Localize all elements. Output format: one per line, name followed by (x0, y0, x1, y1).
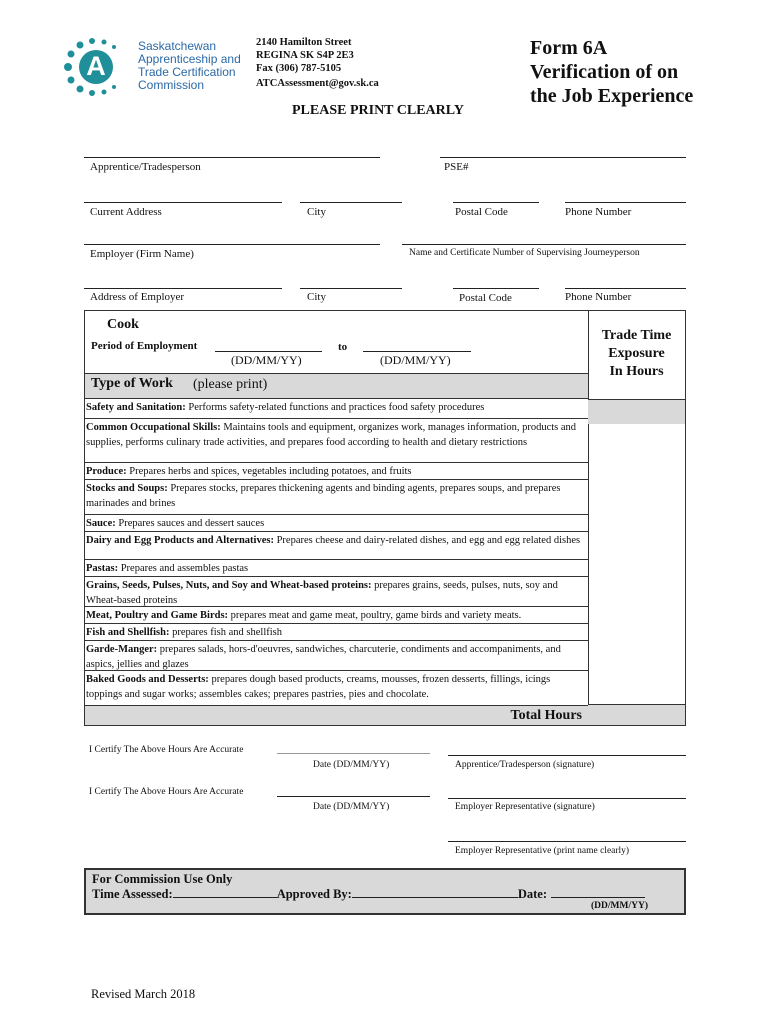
work-row-text: prepares grains, seeds, pulses, nuts, soy and Wheat-based proteins (86, 580, 558, 606)
work-row-title: Sauce: (86, 518, 116, 529)
contact-email[interactable]: ATCAssessment@gov.sk.ca (256, 78, 379, 89)
trade-time-line-3: In Hours (609, 364, 664, 379)
work-row-title: Pastas: (86, 563, 119, 574)
work-row-text: Prepares stocks, prepares thickening agents and binding agents, prepares soups, and prepares marinades and brines (86, 483, 561, 509)
work-row (85, 532, 588, 560)
employer-signature-label[interactable]: Employer Representative (signature) (455, 802, 595, 812)
work-row-text: prepares dough based products, creams, mousses, frozen desserts, fillings, icings toppings and sugar works; assembles cakes; prepares pastries, pies and chocolate. (86, 674, 551, 700)
work-row (85, 515, 588, 532)
work-row-title: Stocks and Soups: (86, 483, 168, 494)
trade-time-header (588, 311, 685, 381)
work-row-text: Prepares cheese and dairy-related dishes, and egg and egg related dishes (273, 535, 581, 546)
contact-block (256, 36, 379, 90)
work-row (85, 560, 588, 577)
apprentice-field-label[interactable]: Apprentice/Tradesperson (90, 161, 201, 173)
time-assessed-field[interactable] (173, 897, 277, 898)
work-row-text: Prepares herbs and spices, vegetables including potatoes, and fruits (126, 466, 412, 477)
commission-box (84, 868, 686, 915)
form-title-line-1: Form 6A (530, 37, 608, 59)
logo-line-2: Apprenticeship and (138, 52, 241, 66)
work-row-title: Fish and Shellfish: (86, 627, 170, 638)
phone-number-label[interactable]: Phone Number (565, 206, 632, 218)
apprentice-signature-label[interactable]: Apprentice/Tradesperson (signature) (455, 760, 595, 770)
contact-fax: Fax (306) 787-5105 (256, 63, 342, 74)
employer-phone-label[interactable]: Phone Number (565, 291, 632, 303)
logo-line-4: Commission (138, 78, 205, 92)
employer-print-name-label[interactable]: Employer Representative (print name clearly) (455, 846, 630, 856)
commission-title: For Commission Use Only (92, 872, 233, 886)
work-row-title: Produce: (86, 466, 127, 477)
period-to-label: to (338, 341, 348, 353)
work-row (85, 463, 588, 480)
work-row-title: Grains, Seeds, Pulses, Nuts, and Soy and Wheat-based proteins: (86, 580, 372, 591)
work-row-title: Common Occupational Skills: (86, 422, 221, 433)
print-clearly-heading: PLEASE PRINT CLEARLY (292, 103, 464, 118)
form-title-line-3: the Job Experience (530, 85, 694, 107)
type-of-work-heading: Type of Work (91, 376, 173, 391)
commission-date-format: (DD/MM/YY) (591, 901, 648, 911)
work-row-text: prepares meat and game meat, poultry, game birds and variety meats. (228, 610, 522, 621)
logo (60, 36, 250, 98)
contact-city: REGINA SK S4P 2E3 (256, 50, 354, 61)
postal-code-label[interactable]: Postal Code (455, 206, 508, 218)
work-row-text: prepares fish and shellfish (169, 627, 283, 638)
work-row-title: Garde-Manger: (86, 644, 158, 655)
employer-postal-code-label[interactable]: Postal Code (459, 292, 512, 304)
period-end-field[interactable] (363, 351, 471, 352)
period-of-employment-label: Period of Employment (91, 340, 198, 352)
work-row-title: Baked Goods and Desserts: (86, 674, 209, 685)
work-row (85, 607, 588, 624)
form-title (530, 36, 693, 108)
date-format-start: (DD/MM/YY) (231, 353, 302, 367)
current-address-label[interactable]: Current Address (90, 206, 162, 218)
work-row (85, 419, 588, 463)
logo-line-1: Saskatchewan (138, 39, 217, 53)
employer-address-label[interactable]: Address of Employer (90, 291, 185, 303)
city-label[interactable]: City (307, 206, 326, 218)
work-table (84, 310, 686, 726)
certify-line-1: I Certify The Above Hours Are Accurate (89, 745, 244, 755)
employer-firm-label[interactable]: Employer (Firm Name) (90, 248, 194, 260)
logo-line-3: Trade Certification (138, 65, 236, 79)
work-row-title: Dairy and Egg Products and Alternatives: (86, 535, 274, 546)
work-row-text: Maintains tools and equipment, organizes work, manages information, products and supplies, performs culinary trade activities, and prepares food according to health and dietary restrictions (86, 422, 577, 448)
certify-date-1[interactable]: Date (DD/MM/YY) (313, 760, 390, 770)
total-hours-label: Total Hours (510, 708, 582, 723)
certify-date-2[interactable]: Date (DD/MM/YY) (313, 802, 390, 812)
approved-by-field[interactable] (352, 897, 518, 898)
revised-footer: Revised March 2018 (91, 987, 196, 1001)
work-row (85, 671, 588, 703)
certify-line-2: I Certify The Above Hours Are Accurate (89, 787, 244, 797)
work-row-text: prepares salads, hors-d'oeuvres, sandwiches, charcuterie, condiments and accompaniments, and aspics, jellies and glazes (86, 644, 561, 670)
work-row-text: Prepares and assembles pastas (118, 563, 249, 574)
total-hours-bar (85, 705, 588, 725)
journeyperson-label[interactable]: Name and Certificate Number of Supervising Journeyperson (409, 248, 640, 258)
commission-date-label: Date: (517, 887, 547, 901)
approved-by-label: Approved By: (276, 887, 352, 901)
form-title-line-2: Verification of on (530, 61, 679, 83)
work-row (85, 624, 588, 641)
work-row-text: Performs safety-related functions and practices food safety procedures (185, 402, 485, 413)
work-row-text: Prepares sauces and dessert sauces (115, 518, 265, 529)
work-row-title: Safety and Sanitation: (86, 402, 186, 413)
trade-time-line-2: Exposure (608, 346, 665, 361)
period-start-field[interactable] (215, 351, 322, 352)
contact-street: 2140 Hamilton Street (256, 37, 352, 48)
time-assessed-label: Time Assessed: (92, 887, 173, 901)
trade-name: Cook (107, 317, 139, 332)
work-rows (85, 399, 588, 703)
pse-field-label[interactable]: PSE# (444, 161, 469, 173)
type-of-work-bar (85, 373, 588, 399)
work-row (85, 480, 588, 515)
please-print-note: (please print) (193, 377, 268, 392)
date-format-end: (DD/MM/YY) (380, 353, 451, 367)
work-row-title: Meat, Poultry and Game Birds: (86, 610, 229, 621)
work-row (85, 641, 588, 671)
employer-city-label[interactable]: City (307, 291, 326, 303)
logo-letter: A (86, 51, 106, 81)
trade-time-line-1: Trade Time (601, 328, 672, 343)
commission-date-field[interactable] (551, 897, 645, 898)
work-row (85, 577, 588, 607)
work-row (85, 399, 588, 419)
